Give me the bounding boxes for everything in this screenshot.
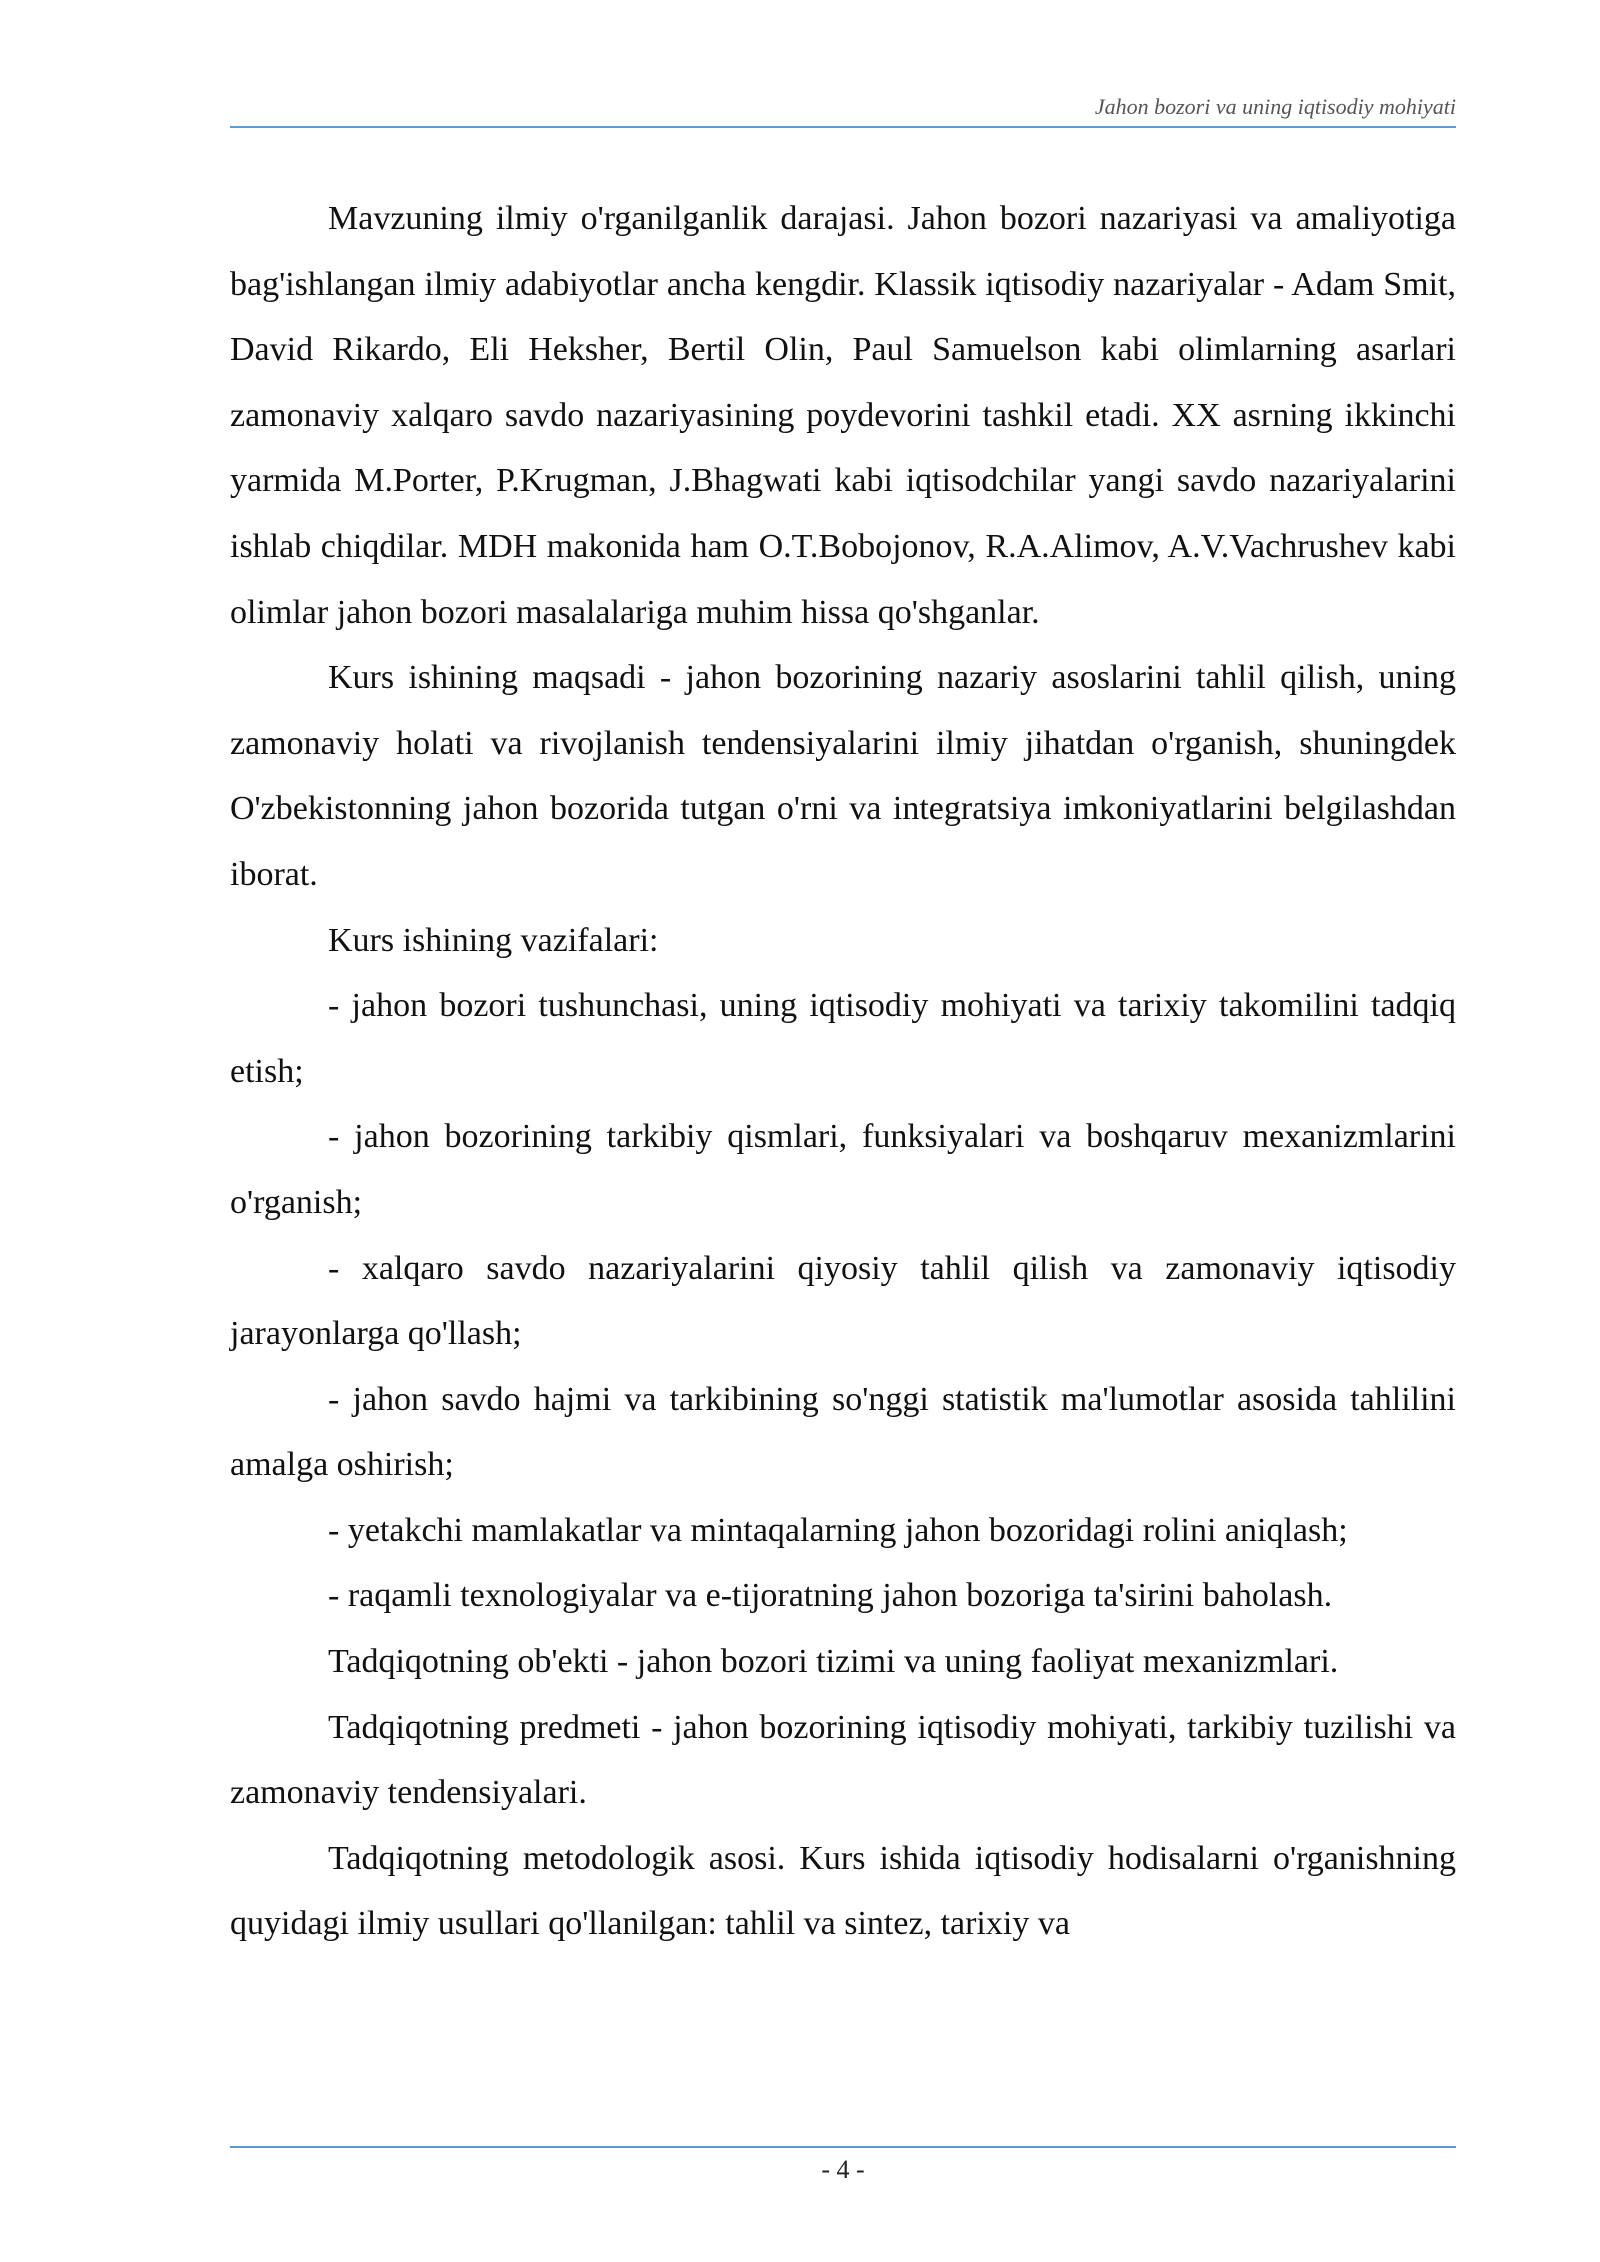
- header-divider: [230, 126, 1456, 128]
- document-body: [230, 186, 1456, 1957]
- paragraph-methodology: Tadqiqotning metodologik asosi. Kurs ishida iqtisodiy hodisalarni o'rganishning quyidagi ilmiy usullari qo'llanilgan: tahlil va sintez, tarixiy va: [230, 1839, 1456, 1943]
- page-number: - 4 -: [821, 2155, 865, 2184]
- paragraph-tasks-heading: Kurs ishining vazifalari:: [328, 921, 659, 959]
- paragraph-research-subject: Tadqiqotning predmeti - jahon bozorining iqtisodiy mohiyati, tarkibiy tuzilishi va zamonaviy tendensiyalari.: [230, 1708, 1456, 1812]
- list-item-task-6: - raqamli texnologiyalar va e-tijoratning jahon bozoriga ta'sirini baholash.: [328, 1577, 1333, 1615]
- list-item-task-1: - jahon bozori tushunchasi, uning iqtisodiy mohiyati va tarixiy takomilini tadqiq etish;: [230, 987, 1456, 1090]
- footer-divider: [230, 2146, 1456, 2148]
- paragraph-research-object: Tadqiqotning ob'ekti - jahon bozori tizimi va uning faoliyat mexanizmlari.: [328, 1643, 1339, 1681]
- paragraph-literature-review: Mavzuning ilmiy o'rganilganlik darajasi. Jahon bozori nazariyasi va amaliyotiga bag'ishlangan ilmiy adabiyotlar ancha kengdir. Klassik iqtisodiy nazariyalar - Adam Smit, David Rikardo, Eli Heksher, Bertil Olin, Paul Samuelson kabi olimlarning asarlari zamonaviy xalqaro savdo nazariyasining poydevorini tashkil etadi. XX asrning ikkinchi yarmida M.Porter, P.Krugman, J.Bhagwati kabi iqtisodchilar yangi savdo nazariyalarini ishlab chiqdilar. MDH makonida ham O.T.Bobojonov, R.A.Alimov, A.V.Vachrushev kabi olimlar jahon bozori masalalariga muhim hissa qo'shganlar.: [230, 200, 1456, 631]
- list-item-task-5: - yetakchi mamlakatlar va mintaqalarning jahon bozoridagi rolini aniqlash;: [328, 1511, 1348, 1549]
- running-header: Jahon bozori va uning iqtisodiy mohiyati: [1094, 94, 1456, 119]
- list-item-task-4: - jahon savdo hajmi va tarkibining so'nggi statistik ma'lumotlar asosida tahlilini amalga oshirish;: [230, 1380, 1456, 1484]
- list-item-task-2: - jahon bozorining tarkibiy qismlari, funksiyalari va boshqaruv mexanizmlarini o'rganish;: [230, 1118, 1456, 1221]
- paragraph-aim: Kurs ishining maqsadi - jahon bozorining nazariy asoslarini tahlil qilish, uning zamonaviy holati va rivojlanish tendensiyalarini ilmiy jihatdan o'rganish, shuningdek O'zbekistonning jahon bozorida tutgan o'rni va integratsiya imkoniyatlarini belgilashdan iborat.: [230, 659, 1456, 893]
- list-item-task-3: - xalqaro savdo nazariyalarini qiyosiy tahlil qilish va zamonaviy iqtisodiy jarayonlarga qo'llash;: [230, 1249, 1456, 1353]
